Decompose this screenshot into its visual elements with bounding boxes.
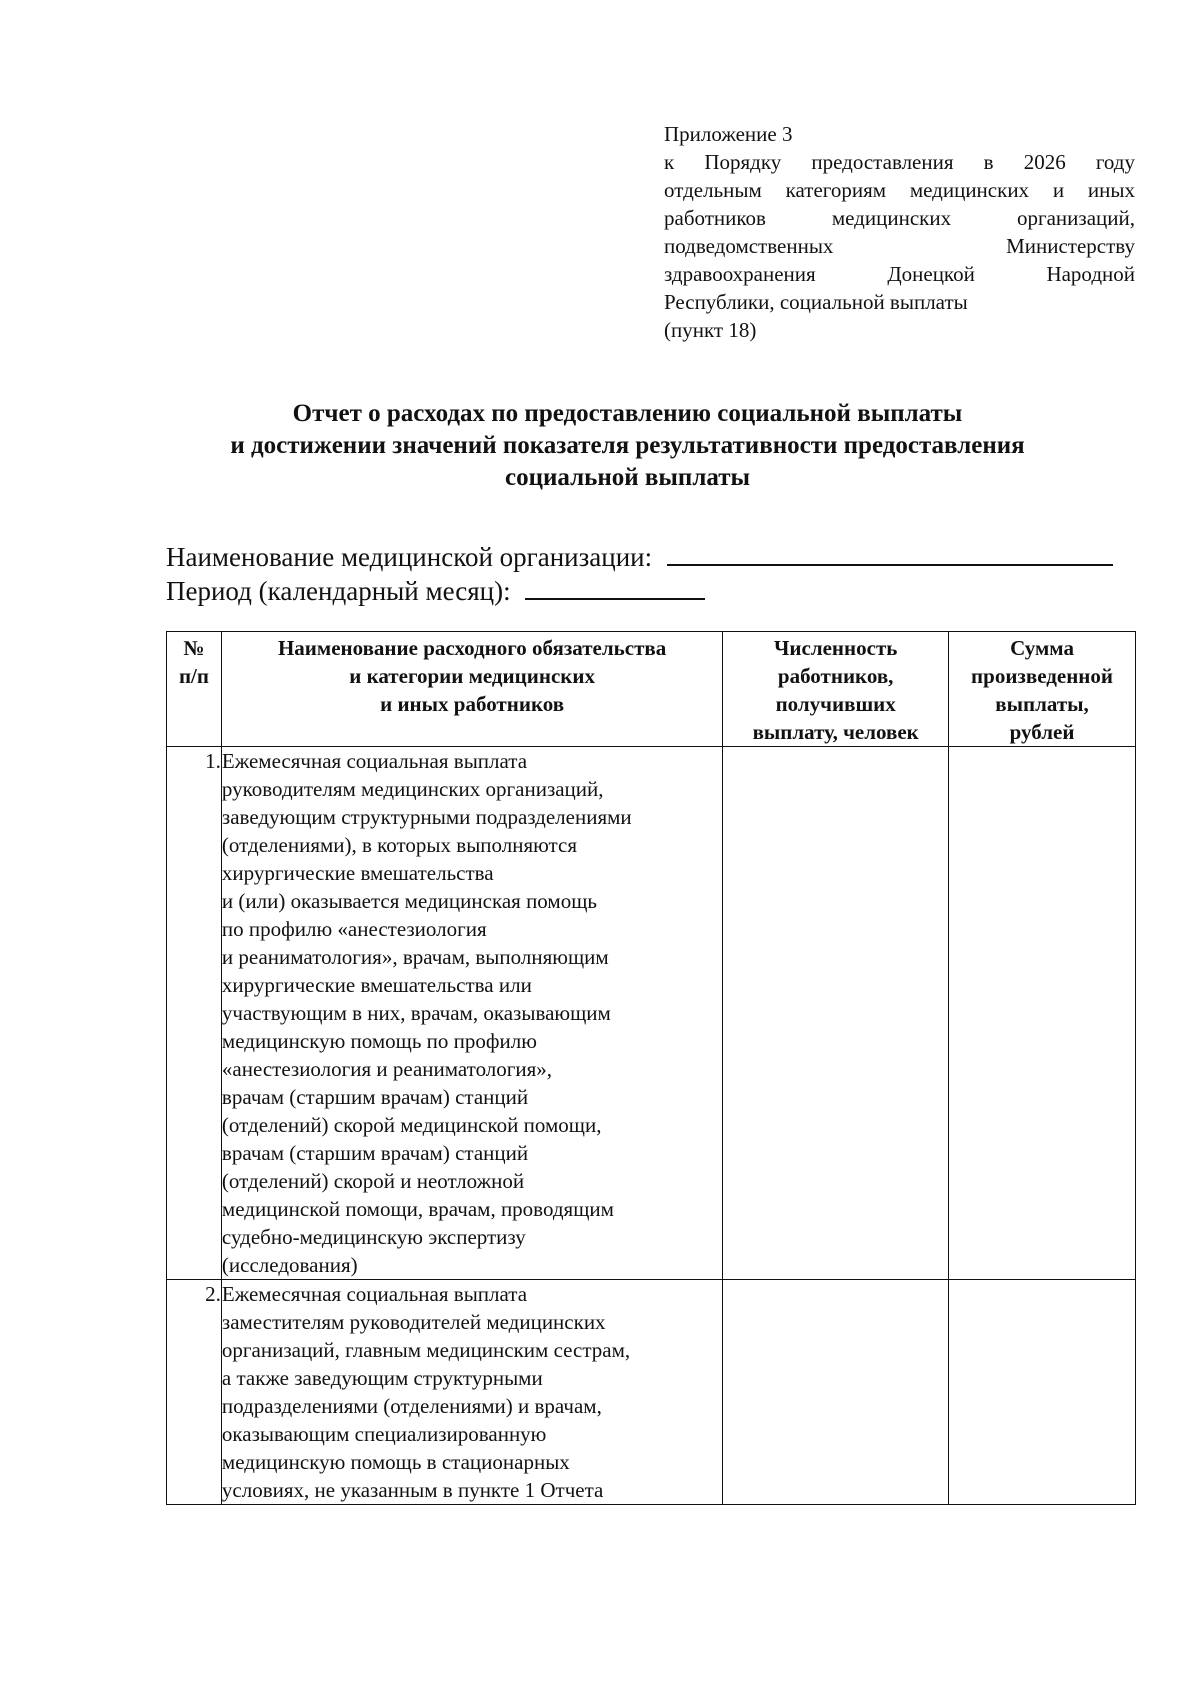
header-sum-line: рублей	[1009, 720, 1075, 744]
header-count-line: выплату, человек	[752, 720, 919, 744]
appendix-word: работников	[664, 206, 766, 230]
appendix-word: организаций,	[1016, 206, 1135, 230]
appendix-word: иных	[1087, 178, 1135, 202]
row-count-cell[interactable]	[723, 747, 949, 1280]
row-count-cell[interactable]	[723, 1280, 949, 1505]
table-header-row	[167, 632, 1136, 747]
table-row	[167, 747, 1136, 1280]
header-name-line: Наименование расходного обязательства	[277, 636, 667, 660]
row-name: Ежемесячная социальная выплата руководителям медицинских организаций, заведующим структурными подразделениями (отделениями), в которых выполняются хирургические вмешательства и (или) оказывается медицинская помощь по профилю «анестезиология и реаниматология», врачам, выполняющим хирургические вмешательства или участвующим в них, врачам, оказывающим медицинскую помощь по профилю «анестезиология и реаниматология», врачам (старшим врачам) станций (отделений) скорой медицинской помощи, врачам (старшим врачам) станций (отделений) скорой и неотложной медицинской помощи, врачам, проводящим судебно-медицинскую экспертизу (исследования)	[221, 747, 722, 1280]
appendix-line: Республики, социальной выплаты	[664, 290, 968, 314]
header-count	[723, 632, 949, 747]
organization-field-row	[166, 538, 1113, 573]
header-sum-line: выплаты,	[995, 692, 1089, 716]
appendix-word: в	[983, 150, 994, 174]
appendix-line	[664, 232, 1135, 260]
appendix-line	[664, 204, 1135, 232]
appendix-block	[664, 120, 1135, 344]
header-count-line: Численность	[773, 636, 898, 660]
table-row	[167, 1280, 1136, 1505]
header-num	[167, 632, 222, 747]
appendix-word: Порядку	[704, 150, 782, 174]
period-field-row	[166, 572, 705, 607]
header-count-line: работников,	[777, 664, 894, 688]
header-sum	[949, 632, 1136, 747]
appendix-word: и	[1052, 178, 1065, 202]
header-num-line: п/п	[178, 664, 209, 688]
appendix-line: (пункт 18)	[664, 318, 757, 342]
row-number: 2.	[167, 1280, 222, 1505]
row-sum-cell[interactable]	[949, 1280, 1136, 1505]
appendix-line	[664, 176, 1135, 204]
appendix-line	[664, 260, 1135, 288]
header-name	[221, 632, 722, 747]
report-table	[166, 631, 1136, 1505]
period-blank[interactable]	[525, 572, 705, 600]
row-name: Ежемесячная социальная выплата заместителям руководителей медицинских организаций, главным медицинским сестрам, а также заведующим структурными подразделениями (отделениями) и врачам, оказывающим специализированную медицинскую помощь в стационарных условиях, не указанным в пункте 1 Отчета	[221, 1280, 722, 1505]
appendix-word: Донецкой	[887, 262, 975, 286]
document-title	[120, 398, 1135, 494]
organization-blank[interactable]	[667, 538, 1113, 566]
title-line: Отчет о расходах по предоставлению социальной выплаты	[292, 400, 963, 427]
appendix-line	[664, 148, 1135, 176]
period-label: Период (календарный месяц):	[166, 576, 511, 606]
title-line: и достижении значений показателя результативности предоставления	[230, 432, 1025, 459]
appendix-word: Министерству	[1006, 234, 1135, 258]
header-count-line: получивших	[775, 692, 896, 716]
appendix-line: Приложение 3	[664, 122, 793, 146]
header-num-line: №	[183, 636, 205, 660]
row-sum-cell[interactable]	[949, 747, 1136, 1280]
appendix-word: здравоохранения	[664, 262, 816, 286]
appendix-word: Народной	[1046, 262, 1135, 286]
header-name-line: и категории медицинских	[349, 664, 595, 688]
appendix-word: медицинских	[909, 178, 1030, 202]
appendix-word: предоставления	[811, 150, 954, 174]
title-line: социальной выплаты	[504, 464, 751, 491]
row-number: 1.	[167, 747, 222, 1280]
header-name-line: и иных работников	[380, 692, 565, 716]
appendix-word: медицинских	[831, 206, 952, 230]
appendix-word: подведомственных	[664, 234, 834, 258]
header-sum-line: произведенной	[971, 664, 1113, 688]
appendix-word: отдельным	[664, 178, 762, 202]
organization-label: Наименование медицинской организации:	[166, 542, 653, 572]
appendix-word: году	[1095, 150, 1135, 174]
appendix-word: 2026	[1023, 150, 1066, 174]
header-sum-line: Сумма	[1010, 636, 1074, 660]
appendix-word: категориям	[785, 178, 887, 202]
appendix-word: к	[664, 150, 675, 174]
